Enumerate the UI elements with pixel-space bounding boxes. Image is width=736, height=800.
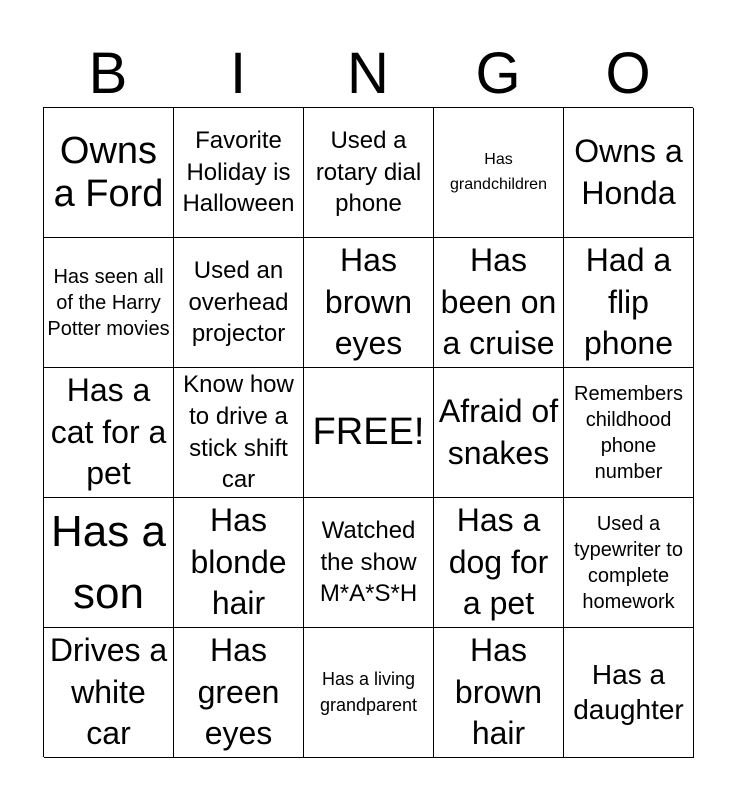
header-letter-o: O	[605, 41, 651, 106]
bingo-cell[interactable]: Has a daughter	[564, 628, 694, 758]
bingo-cell[interactable]: Has seen all of the Harry Potter movies	[44, 238, 174, 368]
bingo-cell[interactable]: Drives a white car	[44, 628, 174, 758]
bingo-free-cell[interactable]: FREE!	[304, 368, 434, 498]
bingo-cell[interactable]: Has a son	[44, 498, 174, 628]
bingo-cell[interactable]: Favorite Holiday is Halloween	[174, 108, 304, 238]
bingo-header	[43, 40, 693, 108]
bingo-cell[interactable]: Owns a Honda	[564, 108, 694, 238]
bingo-cell[interactable]: Has brown hair	[434, 628, 564, 758]
bingo-cell[interactable]: Has been on a cruise	[434, 238, 564, 368]
bingo-cell[interactable]: Know how to drive a stick shift car	[174, 368, 304, 498]
bingo-board	[43, 107, 693, 757]
bingo-cell[interactable]: Has a cat for a pet	[44, 368, 174, 498]
bingo-cell[interactable]: Has brown eyes	[304, 238, 434, 368]
bingo-cell[interactable]: Owns a Ford	[44, 108, 174, 238]
bingo-cell[interactable]: Had a flip phone	[564, 238, 694, 368]
header-letter-n: N	[347, 41, 389, 106]
bingo-cell[interactable]: Used an overhead projector	[174, 238, 304, 368]
bingo-cell[interactable]: Afraid of snakes	[434, 368, 564, 498]
bingo-cell[interactable]: Watched the show M*A*S*H	[304, 498, 434, 628]
bingo-cell[interactable]: Has green eyes	[174, 628, 304, 758]
bingo-cell[interactable]: Has blonde hair	[174, 498, 304, 628]
header-letter-i: I	[229, 41, 247, 106]
bingo-cell[interactable]: Has a dog for a pet	[434, 498, 564, 628]
header-letter-b: B	[88, 41, 128, 106]
bingo-cell[interactable]: Has a living grandparent	[304, 628, 434, 758]
bingo-cell[interactable]: Used a rotary dial phone	[304, 108, 434, 238]
header-letter-g: G	[475, 41, 521, 106]
bingo-cell[interactable]: Used a typewriter to complete homework	[564, 498, 694, 628]
bingo-cell[interactable]: Remembers childhood phone number	[564, 368, 694, 498]
bingo-cell[interactable]: Has grandchildren	[434, 108, 564, 238]
